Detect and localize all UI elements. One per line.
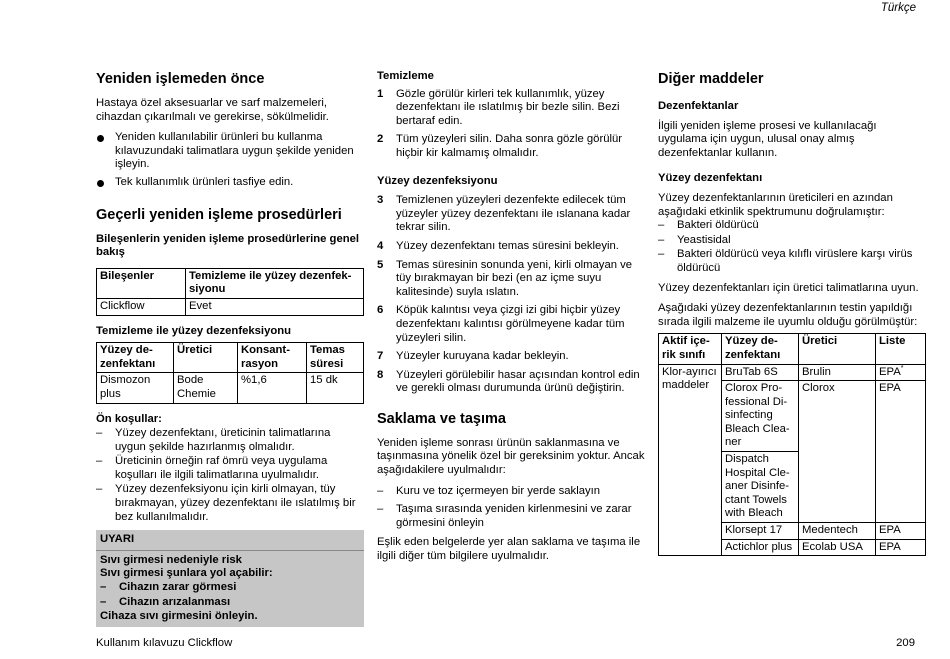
left-column [96,70,364,627]
step-item [377,350,645,364]
table-row [97,373,364,403]
step-text: Yüzeyleri görülebilir hasar açısından kontrol edin ve gerekli olması durumunda ürünü değiştirin. [396,368,640,395]
list-item: – Bakteri öldürücü [658,219,759,232]
warning-line: Sıvı girmesi şunlara yol açabilir: [100,567,273,580]
step-item [377,88,645,129]
list-item: – Bakteri öldürücü veya kılıflı virüslere karşı virüs öldürücü [658,248,913,274]
heading-other-substances: Diğer maddeler [658,71,764,87]
table-header: Temas süresi [307,343,364,373]
list-item: – Yüzey dezenfeksiyonu için kirli olmayan, tüy bırakmayan, yüzey dezenfektanı ile ıslatılmış bir bez kullanılmalıdır. [96,483,356,523]
heading-valid-procedures: Geçerli yeniden işleme prosedürleri [96,206,342,223]
list-item: – Üreticinin örneğin raf ömrü veya uygulama koşulları ile ilgili talimatlarına uyulmalıdır. [96,455,328,481]
bullet-icon [97,135,104,142]
table-cell: EPA [876,381,926,523]
step-item [377,133,645,160]
footer-title: Kullanım kılavuzu Clickflow [96,637,233,649]
table-cell: Brulin [799,364,876,381]
disinfectant-table [96,342,364,403]
step-number: 5 [377,258,384,271]
right-column [658,70,928,556]
footnote-mark: * [900,364,904,372]
step-number: 1 [377,87,384,100]
list-text: Bakteri öldürücü [677,219,759,232]
table-cell-class: Klor-ayırıcı maddeler [659,364,722,556]
paragraph: İlgili yeniden işleme prosesi ve kullanılacağı uygulama için uygun, ulusal onay almış dezenfektanlar kullanın. [658,119,877,159]
language-label: Türkçe [880,2,916,14]
list-text: Yüzey dezenfeksiyonu için kirli olmayan, tüy bırakmayan, yüzey dezenfektanı ile ıslatılmış bir bez kullanılmalıdır. [115,483,356,523]
table-row [97,298,364,315]
disinfectants-list-table [658,333,926,556]
list-value: EPA [879,365,901,378]
step-item [377,259,645,300]
table-cell: Bode Chemie [174,373,238,403]
table-cell: %1,6 [238,373,307,403]
list-item: – Yeastisidal [658,233,731,246]
warning-item: – Cihazın arızalanması [100,595,231,608]
page-number: 209 [896,637,915,649]
heading-prerequisites: Ön koşullar: [96,412,162,425]
list-text: Yeastisidal [677,233,731,246]
table-cell: Dispatch Hospital Cle-aner Disinfe-ctant Towels with Bleach [722,452,799,523]
step-text: Gözle görülür kirleri tek kullanımlık, yüzey dezenfektanı ile ıslatılmış bir bezle silin. Bezi bertaraf edin. [396,87,620,127]
table-header: Yüzey de-zenfektanı [722,334,799,364]
warning-item: – Cihazın zarar görmesi [100,581,237,594]
step-item [377,194,645,235]
paragraph: Aşağıdaki yüzey dezenfektanlarının testin yapıldığı sırada ilgili malzeme ile uyumlu olduğu görülmüştür: [658,302,918,328]
heading-overview: Bileşenlerin yeniden işleme prosedürlerine genel bakış [96,232,360,259]
table-cell: BruTab 6S [722,364,799,381]
table-cell: Actichlor plus [722,539,799,556]
step-number: 8 [377,368,384,381]
step-text: Yüzey dezenfektanı temas süresini bekleyin. [396,239,619,252]
table-header: Konsant-rasyon [238,343,307,373]
table-cell: Evet [186,298,364,315]
paragraph: Yüzey dezenfektanlarının üreticileri en azından aşağıdaki etkinlik spektrumunu doğrulamıştır: [658,191,893,218]
list-text: Üreticinin örneğin raf ömrü veya uygulama koşulları ile ilgili talimatlarına uyulmalıdır. [115,455,328,481]
step-number: 2 [377,133,384,146]
heading-cleaning: Temizleme [377,70,434,82]
step-item [377,240,645,254]
table-header: Bileşenler [97,268,186,298]
warning-title: UYARI [96,533,364,551]
step-text: Tüm yüzeyleri silin. Daha sonra gözle görülür hiçbir kir kalmamış olmalıdır. [396,133,623,159]
list-item: – Yüzey dezenfektanı, üreticinin talimatlarına uygun şekilde hazırlanmış olmalıdır. [96,427,331,453]
table-cell: Klorsept 17 [722,523,799,540]
step-number: 6 [377,304,384,317]
table-cell: Dismozon plus [97,373,174,403]
step-number: 7 [377,350,384,363]
table-cell: 15 dk [307,373,364,403]
paragraph: Yüzey dezenfektanları için üretici talimatlarına uyun. [658,281,919,294]
table-cell [876,364,926,381]
table-header: Üretici [174,343,238,373]
warning-line: Sıvı girmesi nedeniyle risk [100,553,242,566]
bullet-text: Tek kullanımlık ürünleri tasfiye edin. [115,175,294,188]
warning-action: Cihaza sıvı girmesini önleyin. [100,610,258,623]
table-cell: EPA [876,523,926,540]
step-item [377,369,645,396]
warning-item-text: Cihazın zarar görmesi [119,581,237,594]
bullet-item [96,176,364,190]
middle-column [377,70,645,571]
heading-before-reprocessing: Yeniden işlemeden önce [96,71,265,87]
table-header: Üretici [799,334,876,364]
table-header: Temizleme ile yüzey dezenfek-siyonu [186,268,364,298]
warning-box [96,530,364,627]
heading-surface-disinfection: Yüzey dezenfeksiyonu [377,174,498,187]
step-number: 4 [377,239,384,252]
heading-cleaning-disinfection: Temizleme ile yüzey dezenfeksiyonu [96,324,292,337]
step-text: Temas süresinin sonunda yeni, kirli olmayan ve tüy bırakmayan bir bezi (en az içme suyu kalitesinde) suyla ıslatın. [396,258,633,298]
step-number: 3 [377,194,384,207]
list-item: – Taşıma sırasında yeniden kirlenmesini ve zarar görmesini önleyin [377,503,632,529]
bullet-icon [97,180,104,187]
paragraph: Hastaya özel aksesuarlar ve sarf malzemeleri, cihazdan çıkarılmalı ve gerekirse, sökülmelidir. [96,97,329,123]
bullet-item [96,131,364,172]
step-item [377,304,645,345]
table-cell: Ecolab USA [799,539,876,556]
table-cell: Clorox [799,381,876,523]
table-cell: EPA [876,539,926,556]
bullet-text: Yeniden kullanılabilir ürünleri bu kullanma kılavuzundaki talimatlara uygun şekilde yeniden işleyin. [115,131,354,171]
heading-surface-disinfectant: Yüzey dezenfektanı [658,172,763,185]
list-item: – Kuru ve toz içermeyen bir yerde saklayın [377,484,601,497]
step-text: Temizlenen yüzeyleri dezenfekte edilecek tüm yüzeyler yüzey dezenfektanı ile ıslanana kadar tekrar silin. [396,194,631,234]
table-cell: Clorox Pro-fessional Di-sinfecting Bleach Clea-ner [722,381,799,452]
warning-item-text: Cihazın arızalanması [119,595,231,608]
list-text: Yüzey dezenfektanı, üreticinin talimatlarına uygun şekilde hazırlanmış olmalıdır. [115,427,331,453]
heading-storage: Saklama ve taşıma [377,410,506,427]
table-row [659,364,926,381]
table-cell: Clickflow [97,298,186,315]
table-header: Liste [876,334,926,364]
paragraph: Yeniden işleme sonrası ürünün saklanmasına ve taşınmasına yönelik özel bir gereksinim yoktur. Ancak aşağıdakilere uyulmalıdır: [377,436,645,477]
step-text: Köpük kalıntısı veya çizgi izi gibi hiçbir yüzey dezenfektanı kalıntısı görülmeyene kadar tüm yüzeyleri silin. [396,304,625,344]
step-text: Yüzeyler kuruyana kadar bekleyin. [396,350,569,363]
list-text: Bakteri öldürücü veya kılıflı virüslere karşı virüs öldürücü [677,248,913,274]
list-text: Kuru ve toz içermeyen bir yerde saklayın [396,484,601,497]
table-header: Yüzey de-zenfektanı [97,343,174,373]
heading-disinfectants: Dezenfektanlar [658,100,739,112]
list-text: Taşıma sırasında yeniden kirlenmesini ve zarar görmesini önleyin [396,503,632,529]
table-header: Aktif içe-rik sınıfı [659,334,722,364]
components-table [96,268,364,316]
paragraph: Eşlik eden belgelerde yer alan saklama ve taşıma ile ilgili diğer tüm bilgilere uyulmalıdır. [377,536,641,563]
table-cell: Medentech [799,523,876,540]
